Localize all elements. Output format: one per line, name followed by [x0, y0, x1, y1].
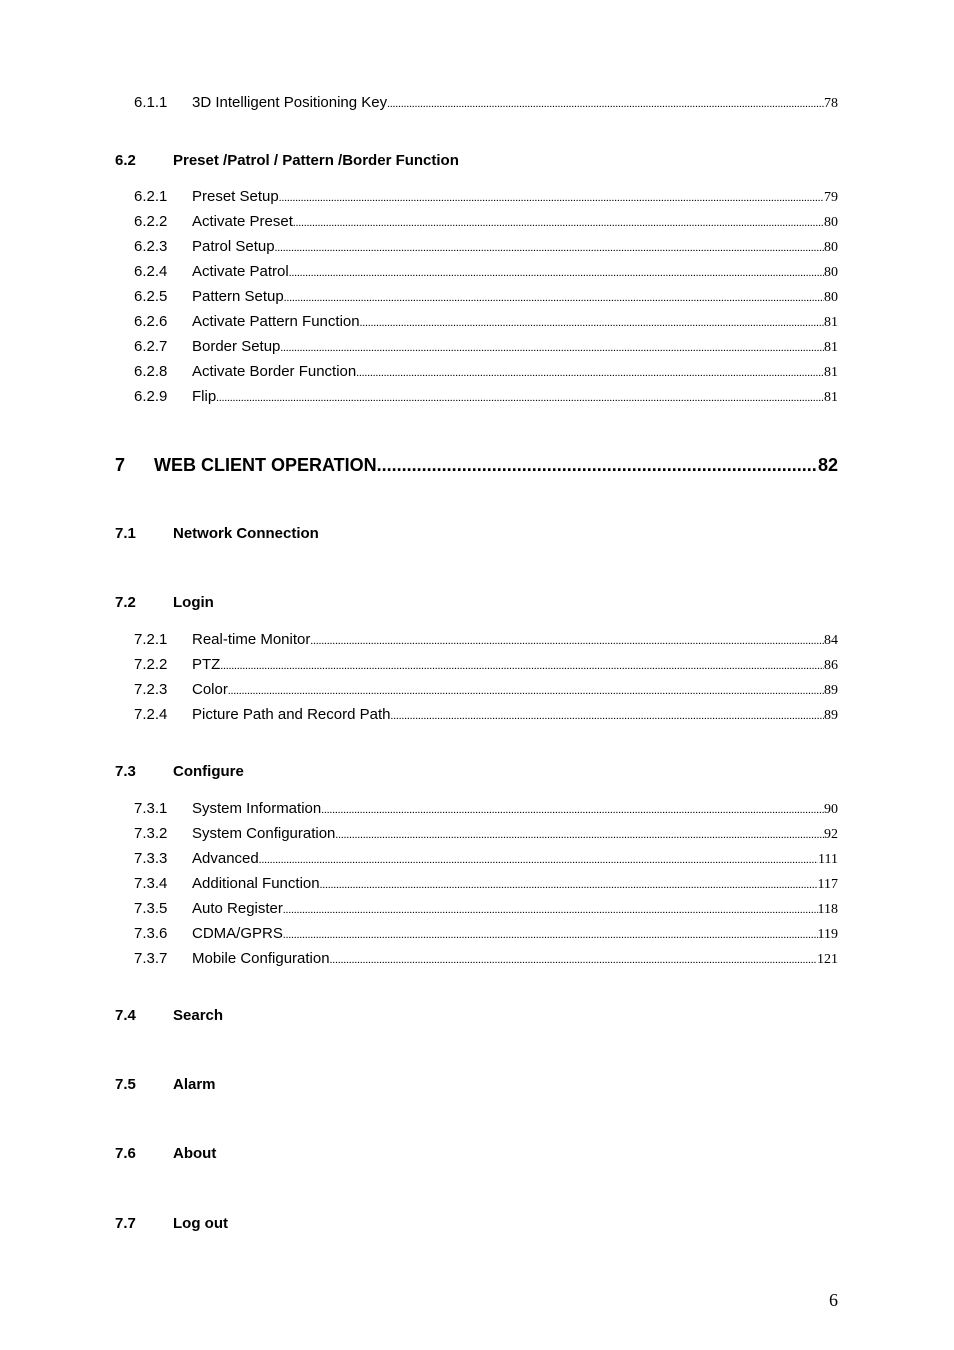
toc-entry[interactable]: [134, 681, 838, 699]
toc-section-title: Preset /Patrol / Pattern /Border Function: [173, 152, 459, 169]
toc-entry-page: 90: [824, 802, 838, 817]
toc-section-heading[interactable]: [115, 594, 214, 611]
toc-entry-page: 89: [824, 683, 838, 698]
toc-entry-page: 119: [817, 927, 838, 942]
toc-entry-page: 89: [824, 708, 838, 723]
toc-section-number: 6.2: [115, 152, 136, 169]
toc-entry-number: 6.2.8: [134, 363, 168, 380]
toc-entry-number: 6.1.1: [134, 94, 168, 111]
toc-section-title: Configure: [173, 763, 244, 780]
toc-dot-leader: [293, 217, 824, 229]
toc-dot-leader: [310, 635, 824, 647]
toc-entry-number: 7.3.2: [134, 825, 168, 842]
toc-entry-number: 6.2.3: [134, 238, 168, 255]
toc-dot-leader: [320, 879, 818, 891]
toc-section-number: 7.6: [115, 1145, 136, 1162]
toc-entry-number: 7.3.3: [134, 850, 168, 867]
toc-entry-page: 92: [824, 827, 838, 842]
toc-entry-number: 7.3.6: [134, 925, 168, 942]
toc-entry-title: Real-time Monitor: [192, 631, 311, 648]
toc-entry[interactable]: [134, 825, 838, 843]
toc-dot-leader: [321, 804, 824, 816]
toc-entry-title: Pattern Setup: [192, 288, 284, 305]
page-number: 6: [829, 1290, 838, 1310]
toc-entry-title: Flip: [192, 388, 217, 405]
toc-dot-leader: [275, 242, 824, 254]
toc-section-title: About: [173, 1145, 217, 1162]
toc-entry-number: 7.2.4: [134, 706, 168, 723]
toc-entry-number: 6.2.1: [134, 188, 168, 205]
toc-entry-title: Activate Pattern Function: [192, 313, 360, 330]
toc-dot-leader: [330, 954, 817, 966]
toc-chapter-heading[interactable]: [115, 455, 838, 476]
toc-dot-leader: [228, 685, 824, 697]
toc-entry-page: 84: [824, 633, 838, 648]
toc-section-title: Alarm: [173, 1076, 216, 1093]
toc-section-number: 7.7: [115, 1215, 136, 1232]
toc-entry[interactable]: [134, 94, 838, 112]
toc-entry-number: 6.2.7: [134, 338, 168, 355]
toc-entry[interactable]: [134, 338, 838, 356]
toc-entry-number: 7.3.7: [134, 950, 168, 967]
toc-entry-page: 80: [824, 240, 838, 255]
toc-entry[interactable]: [134, 263, 838, 281]
toc-entry[interactable]: [134, 706, 838, 724]
toc-entry-page: 86: [824, 658, 838, 673]
toc-entry-title: CDMA/GPRS: [192, 925, 283, 942]
toc-entry-title: System Configuration: [192, 825, 336, 842]
toc-entry-page: 117: [817, 877, 838, 892]
toc-section-heading[interactable]: [115, 152, 459, 169]
toc-dot-leader: [279, 192, 824, 204]
toc-dot-leader: [390, 710, 824, 722]
toc-entry-page: 80: [824, 215, 838, 230]
toc-dot-leader: [283, 929, 818, 941]
toc-entry-number: 6.2.2: [134, 213, 168, 230]
toc-section-title: Login: [173, 594, 214, 611]
toc-entry[interactable]: [134, 925, 838, 943]
toc-section-number: 7.3: [115, 763, 136, 780]
toc-entry-number: 6.2.4: [134, 263, 168, 280]
toc-entry-page: 80: [824, 290, 838, 305]
toc-chapter-number: 7: [115, 455, 126, 475]
toc-entry-title: Preset Setup: [192, 188, 279, 205]
toc-dot-leader: [289, 267, 824, 279]
toc-section-heading[interactable]: [115, 1007, 223, 1024]
toc-section-heading[interactable]: [115, 1076, 216, 1093]
toc-entry-page: 80: [824, 265, 838, 280]
toc-section-title: Search: [173, 1007, 224, 1024]
toc-section-heading[interactable]: [115, 1215, 228, 1232]
toc-entry-title: Additional Function: [192, 875, 320, 892]
toc-section-number: 7.1: [115, 525, 136, 542]
toc-entry-title: Advanced: [192, 850, 259, 867]
toc-entry-page: 118: [817, 902, 838, 917]
toc-section-heading[interactable]: [115, 763, 244, 780]
toc-section-title: Log out: [173, 1215, 228, 1232]
toc-dot-leader: [377, 455, 818, 476]
toc-section-number: 7.5: [115, 1076, 136, 1093]
toc-section-heading[interactable]: [115, 1145, 216, 1162]
toc-entry-page: 111: [818, 852, 838, 867]
toc-entry[interactable]: [134, 656, 838, 674]
toc-entry-title: Picture Path and Record Path: [192, 706, 391, 723]
toc-entry[interactable]: [134, 900, 838, 918]
toc-entry[interactable]: [134, 288, 838, 306]
toc-entry-page: 121: [817, 952, 838, 967]
toc-entry-page: 81: [824, 315, 838, 330]
toc-entry-title: Activate Preset: [192, 213, 293, 230]
toc-dot-leader: [283, 904, 818, 916]
toc-entry-number: 7.2.1: [134, 631, 168, 648]
toc-entry[interactable]: [134, 850, 838, 868]
toc-entry-title: 3D Intelligent Positioning Key: [192, 94, 388, 111]
toc-entry-page: 81: [824, 365, 838, 380]
toc-entry-number: 7.2.2: [134, 656, 168, 673]
toc-section-number: 7.4: [115, 1007, 136, 1024]
toc-entry-title: Color: [192, 681, 228, 698]
toc-entry-number: 7.2.3: [134, 681, 168, 698]
toc-entry[interactable]: [134, 950, 838, 968]
toc-entry[interactable]: [134, 238, 838, 256]
toc-entry-number: 6.2.5: [134, 288, 168, 305]
toc-entry-number: 7.3.1: [134, 800, 168, 817]
toc-section-title: Network Connection: [173, 525, 319, 542]
toc-section-heading[interactable]: [115, 525, 319, 542]
toc-entry-page: 81: [824, 390, 838, 405]
toc-dot-leader: [360, 317, 824, 329]
toc-entry[interactable]: [134, 631, 838, 649]
toc-entry-page: 78: [824, 96, 838, 111]
toc-dot-leader: [280, 342, 824, 354]
toc-chapter-title: WEB CLIENT OPERATION: [154, 455, 377, 475]
toc-section-number: 7.2: [115, 594, 136, 611]
toc-dot-leader: [259, 854, 818, 866]
toc-entry-title: Activate Patrol: [192, 263, 289, 280]
toc-entry-title: Auto Register: [192, 900, 283, 917]
toc-entry-title: System Information: [192, 800, 322, 817]
toc-entry[interactable]: [134, 363, 838, 381]
toc-dot-leader: [284, 292, 824, 304]
toc-entry[interactable]: [134, 213, 838, 231]
toc-entry-title: Mobile Configuration: [192, 950, 330, 967]
toc-dot-leader: [387, 98, 824, 110]
toc-entry-number: 7.3.4: [134, 875, 168, 892]
toc-entry-number: 7.3.5: [134, 900, 168, 917]
toc-entry-number: 6.2.6: [134, 313, 168, 330]
toc-entry[interactable]: [134, 313, 838, 331]
toc-dot-leader: [356, 367, 824, 379]
toc-entry[interactable]: [134, 875, 838, 893]
toc-entry-title: Patrol Setup: [192, 238, 275, 255]
toc-entry-page: 81: [824, 340, 838, 355]
toc-dot-leader: [335, 829, 824, 841]
toc-entry[interactable]: [134, 188, 838, 206]
toc-entry-title: PTZ: [192, 656, 221, 673]
toc-entry-title: Activate Border Function: [192, 363, 357, 380]
toc-chapter-page: 82: [817, 455, 838, 475]
toc-dot-leader: [220, 660, 824, 672]
toc-entry-title: Border Setup: [192, 338, 281, 355]
toc-dot-leader: [216, 392, 824, 404]
toc-entry[interactable]: [134, 800, 838, 818]
toc-entry[interactable]: [134, 388, 838, 406]
toc-entry-number: 6.2.9: [134, 388, 168, 405]
toc-entry-page: 79: [824, 190, 838, 205]
